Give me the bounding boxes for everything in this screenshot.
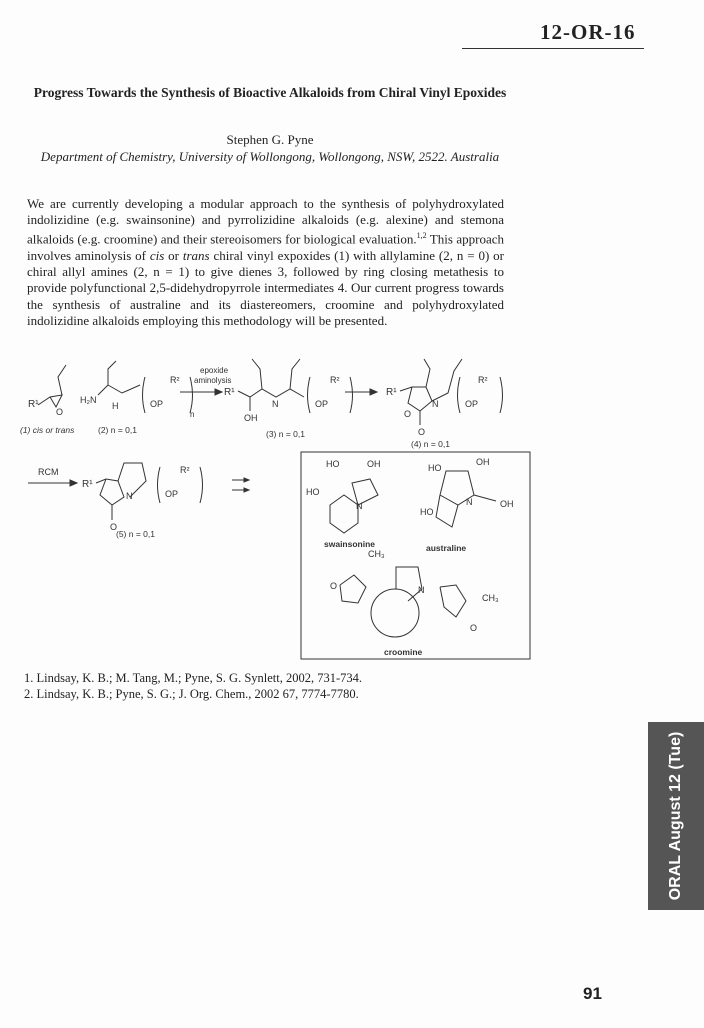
- abstract-body: We are currently developing a modular approach to the synthesis of polyhydroxylated indolizidine (e.g. swainsonine) and pyrrolizidine alkaloids (e.g. alexine) and stemona alkaloids (e.g. croomine) and their stereoisomers for biological evaluation.$^{1,2}$ This approach involves aminolysis of cis or trans chiral vinyl expoxides (1) with allylamine (2, n = 0) or chiral allyl amines (2, n = 1) to give dienes 3, followed by ring closing metathesis to provide polyfunctional 2,5-didehydropyrrole intermediates 4. Our current progress towards the synthesis of australine and its diastereomers, croomine and polyhydroxylated indolizidine alkaloids employing this methodology will be presented.: [27, 196, 504, 328]
- svg-text:O: O: [110, 522, 118, 532]
- svg-text:O: O: [404, 409, 412, 419]
- svg-text:CH₃: CH₃: [368, 549, 385, 559]
- compound-3-structure: [238, 359, 353, 413]
- svg-text:OH: OH: [500, 499, 514, 509]
- svg-text:N: N: [432, 399, 439, 409]
- svg-text:R¹: R¹: [224, 387, 235, 398]
- svg-text:R²: R²: [170, 375, 180, 385]
- reaction-scheme: [0, 355, 704, 665]
- reference-1: 1. Lindsay, K. B.; M. Tang, M.; Pyne, S. G. Synlett, 2002, 731-734.: [24, 671, 363, 685]
- svg-text:HO: HO: [326, 459, 340, 469]
- references: [24, 670, 362, 702]
- page-number: 91: [583, 984, 602, 1003]
- svg-text:aminolysis: aminolysis: [194, 376, 232, 385]
- svg-text:RCM: RCM: [38, 467, 59, 477]
- svg-text:OP: OP: [165, 489, 179, 499]
- svg-text:N: N: [466, 497, 473, 507]
- svg-text:N: N: [126, 491, 133, 501]
- svg-text:n: n: [190, 410, 195, 419]
- reference-2: 2. Lindsay, K. B.; Pyne, S. G.; J. Org. Chem., 2002 67, 7774-7780.: [24, 687, 359, 701]
- author: Stephen G. Pyne: [226, 132, 314, 147]
- svg-text:R¹: R¹: [386, 387, 397, 398]
- svg-text:(4) n = 0,1: (4) n = 0,1: [411, 439, 450, 449]
- natural-products-box: [301, 452, 530, 659]
- svg-text:OP: OP: [465, 399, 479, 409]
- svg-text:O: O: [56, 407, 64, 417]
- croomine-structure: [340, 567, 466, 637]
- svg-text:R¹: R¹: [28, 399, 39, 410]
- svg-text:swainsonine: swainsonine: [324, 539, 376, 549]
- svg-text:N: N: [356, 501, 363, 511]
- svg-text:OP: OP: [315, 399, 329, 409]
- svg-text:CH₃: CH₃: [482, 593, 499, 603]
- svg-text:O: O: [330, 581, 338, 591]
- svg-text:N: N: [418, 585, 425, 595]
- svg-text:OP: OP: [150, 399, 164, 409]
- svg-text:R²: R²: [330, 375, 340, 385]
- session-side-tab: [648, 722, 704, 910]
- svg-text:OH: OH: [244, 413, 258, 423]
- svg-text:R²: R²: [180, 465, 190, 475]
- svg-text:O: O: [470, 623, 478, 633]
- svg-text:OH: OH: [367, 459, 381, 469]
- svg-text:OH: OH: [476, 457, 490, 467]
- compound-1-structure: [38, 365, 66, 407]
- svg-text:(1) cis or trans: (1) cis or trans: [20, 425, 75, 435]
- svg-text:epoxide: epoxide: [200, 366, 229, 375]
- affiliation: Department of Chemistry, University of Wollongong, Wollongong, NSW, 2522. Australia: [40, 149, 500, 164]
- svg-text:(2) n = 0,1: (2) n = 0,1: [98, 425, 137, 435]
- header-rule: [462, 48, 644, 49]
- paper-title: Progress Towards the Synthesis of Bioactive Alkaloids from Chiral Vinyl Epoxides: [33, 85, 507, 100]
- compound-4-structure: [400, 359, 503, 425]
- svg-text:H: H: [112, 401, 119, 411]
- svg-text:R²: R²: [478, 375, 488, 385]
- svg-text:(5) n = 0,1: (5) n = 0,1: [116, 529, 155, 539]
- svg-text:HO: HO: [428, 463, 442, 473]
- abstract-code: 12-OR-16: [540, 20, 636, 44]
- swainsonine-structure: [330, 479, 378, 533]
- svg-text:O: O: [418, 427, 426, 437]
- svg-text:HO: HO: [306, 487, 320, 497]
- svg-text:R¹: R¹: [82, 479, 93, 490]
- svg-text:HO: HO: [420, 507, 434, 517]
- svg-text:croomine: croomine: [384, 647, 423, 657]
- svg-text:N: N: [272, 399, 279, 409]
- svg-text:australine: australine: [426, 543, 467, 553]
- session-label: ORAL August 12 (Tue): [667, 731, 684, 901]
- svg-text:(3) n = 0,1: (3) n = 0,1: [266, 429, 305, 439]
- svg-text:H₂N: H₂N: [80, 395, 97, 405]
